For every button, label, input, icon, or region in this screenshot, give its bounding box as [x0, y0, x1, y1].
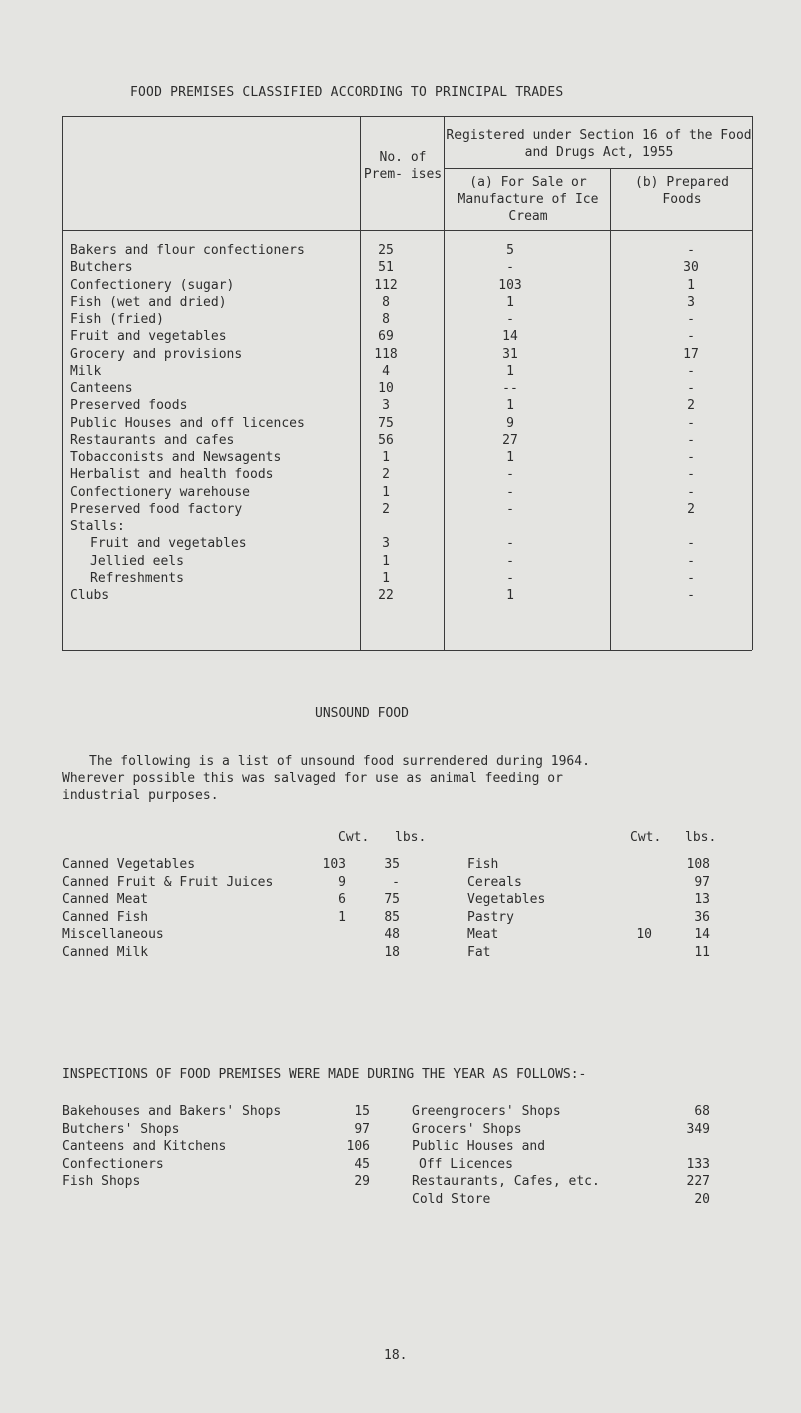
- inspection-item-name: Fish Shops: [62, 1174, 141, 1189]
- premises-cell-a: 1: [506, 398, 514, 414]
- premises-row-name: Preserved foods: [70, 398, 188, 414]
- unsound-item-lbs: 85: [384, 909, 400, 925]
- premises-cell-no: 51: [378, 260, 394, 276]
- premises-cell-a: --: [502, 381, 518, 396]
- unsound-col-lbs-left: lbs.: [395, 830, 427, 845]
- inspection-item-name: Off Licences: [419, 1156, 513, 1172]
- unsound-item-lbs: -: [392, 874, 400, 890]
- inspection-item-name: Grocers' Shops: [412, 1121, 522, 1137]
- inspection-item-value: 20: [694, 1191, 710, 1207]
- premises-cell-no: 1: [382, 484, 390, 500]
- premises-title: FOOD PREMISES CLASSIFIED ACCORDING TO PRINCIPAL TRADES: [130, 85, 564, 100]
- premises-cell-no: 10: [378, 381, 394, 396]
- premises-cell-a: 9: [506, 415, 514, 431]
- unsound-item-name: Meat: [467, 927, 499, 942]
- inspection-item-name: Public Houses and: [412, 1139, 546, 1154]
- premises-cell-no: 8: [382, 294, 390, 310]
- premises-cell-b: 17: [683, 346, 699, 362]
- premises-row-name: Tobacconists and Newsagents: [70, 450, 282, 465]
- inspection-item-name: Butchers' Shops: [62, 1121, 180, 1137]
- premises-row-name: Refreshments: [90, 570, 184, 586]
- premises-cell-b: 2: [687, 398, 695, 414]
- inspection-item-value: 97: [354, 1121, 370, 1137]
- premises-cell-a: 5: [506, 243, 514, 258]
- header-no-of-premises: No. of Prem- ises: [363, 150, 443, 182]
- premises-cell-a: -: [506, 467, 514, 483]
- unsound-item-lbs: 13: [694, 892, 710, 907]
- premises-cell-b: -: [687, 536, 695, 552]
- premises-cell-a: -: [506, 484, 514, 500]
- premises-row-name: Public Houses and off licences: [70, 415, 305, 431]
- unsound-item-name: Vegetables: [467, 892, 546, 907]
- premises-cell-no: 3: [382, 536, 390, 552]
- unsound-item-lbs: 108: [686, 857, 710, 872]
- premises-cell-b: 30: [683, 260, 699, 276]
- premises-cell-b: -: [687, 588, 695, 603]
- premises-row-name: Fish (fried): [70, 312, 164, 327]
- inspections-title: INSPECTIONS OF FOOD PREMISES WERE MADE DURING THE YEAR AS FOLLOWS:-: [62, 1067, 587, 1082]
- inspection-item-name: Canteens and Kitchens: [62, 1139, 227, 1154]
- premises-row-name: Fish (wet and dried): [70, 294, 227, 310]
- header-registered: Registered under Section 16 of the Food and Drugs Act, 1955: [446, 128, 752, 160]
- premises-row-name: Bakers and flour confectioners: [70, 243, 305, 258]
- unsound-item-name: Canned Milk: [62, 944, 149, 960]
- premises-cell-no: 112: [374, 277, 398, 293]
- premises-cell-no: 3: [382, 398, 390, 414]
- premises-cell-a: 103: [498, 277, 522, 293]
- unsound-paragraph: The following is a list of unsound food surrendered during 1964. Wherever possible this was salvaged for use as animal feeding or industrial purposes.: [62, 754, 590, 803]
- premises-cell-no: 75: [378, 415, 394, 431]
- premises-cell-b: -: [687, 432, 695, 448]
- unsound-item-name: Fish: [467, 857, 499, 872]
- premises-cell-a: -: [506, 312, 514, 327]
- premises-cell-no: 2: [382, 467, 390, 483]
- premises-cell-b: -: [687, 363, 695, 379]
- unsound-item-lbs: 97: [694, 874, 710, 890]
- unsound-item-name: Canned Meat: [62, 892, 149, 907]
- inspection-item-name: Bakehouses and Bakers' Shops: [62, 1104, 282, 1119]
- unsound-item-cwt: 9: [338, 874, 346, 890]
- premises-cell-b: -: [687, 570, 695, 586]
- premises-row-name: Fruit and vegetables: [70, 329, 227, 345]
- premises-cell-b: -: [687, 553, 695, 569]
- header-col-b: (b) Prepared Foods: [635, 175, 729, 207]
- unsound-item-lbs: 18: [384, 944, 400, 960]
- unsound-item-cwt: 103: [322, 857, 346, 872]
- unsound-item-name: Pastry: [467, 909, 514, 925]
- premises-row-name: Restaurants and cafes: [70, 432, 235, 448]
- premises-cell-no: 1: [382, 570, 390, 586]
- unsound-col-cwt-right: Cwt.: [630, 830, 662, 845]
- premises-cell-a: -: [506, 570, 514, 586]
- premises-cell-a: -: [506, 260, 514, 276]
- premises-cell-a: -: [506, 553, 514, 569]
- premises-cell-b: -: [687, 329, 695, 345]
- premises-row-name: Canteens: [70, 381, 133, 396]
- premises-cell-a: 1: [506, 588, 514, 603]
- inspection-item-name: Restaurants, Cafes, etc.: [412, 1174, 600, 1189]
- page-number: 18.: [384, 1348, 408, 1363]
- premises-cell-b: -: [687, 381, 695, 396]
- header-col-a: (a) For Sale or Manufacture of Ice Cream: [457, 175, 599, 224]
- premises-cell-no: 1: [382, 553, 390, 569]
- premises-cell-b: 1: [687, 277, 695, 293]
- unsound-title: UNSOUND FOOD: [315, 706, 409, 721]
- premises-cell-b: -: [687, 450, 695, 465]
- unsound-col-lbs-right: lbs.: [685, 830, 717, 845]
- premises-cell-b: -: [687, 467, 695, 483]
- inspection-item-name: Greengrocers' Shops: [412, 1104, 561, 1119]
- premises-cell-a: 1: [506, 294, 514, 310]
- premises-cell-b: -: [687, 243, 695, 258]
- premises-cell-b: -: [687, 484, 695, 500]
- premises-cell-a: 27: [502, 432, 518, 448]
- premises-cell-no: 4: [382, 363, 390, 379]
- premises-row-name: Milk: [70, 363, 102, 379]
- unsound-item-lbs: 14: [694, 927, 710, 942]
- premises-cell-b: -: [687, 312, 695, 327]
- unsound-item-lbs: 35: [384, 857, 400, 872]
- premises-row-name: Herbalist and health foods: [70, 467, 274, 483]
- premises-cell-no: 118: [374, 346, 398, 362]
- unsound-item-lbs: 11: [694, 944, 710, 960]
- premises-cell-no: 8: [382, 312, 390, 327]
- unsound-item-cwt: 6: [338, 892, 346, 907]
- premises-cell-a: 14: [502, 329, 518, 345]
- unsound-item-lbs: 75: [384, 892, 400, 907]
- premises-row-name: Stalls:: [70, 519, 125, 534]
- unsound-item-cwt: 1: [338, 909, 346, 925]
- premises-cell-no: 22: [378, 588, 394, 603]
- premises-row-name: Butchers: [70, 260, 133, 276]
- premises-cell-b: -: [687, 415, 695, 431]
- inspection-item-value: 349: [686, 1121, 710, 1137]
- unsound-item-name: Fat: [467, 944, 491, 960]
- unsound-item-cwt: 10: [636, 927, 652, 942]
- unsound-item-name: Miscellaneous: [62, 927, 164, 942]
- inspection-item-value: 106: [346, 1139, 370, 1154]
- premises-row-name: Jellied eels: [90, 553, 184, 569]
- premises-row-name: Fruit and vegetables: [90, 536, 247, 552]
- premises-row-name: Confectionery warehouse: [70, 484, 251, 500]
- premises-cell-no: 1: [382, 450, 390, 465]
- premises-row-name: Preserved food factory: [70, 501, 243, 517]
- inspection-item-value: 45: [354, 1156, 370, 1172]
- inspection-item-value: 15: [354, 1104, 370, 1119]
- premises-cell-a: 1: [506, 450, 514, 465]
- inspection-item-name: Cold Store: [412, 1191, 491, 1207]
- premises-cell-a: 1: [506, 363, 514, 379]
- premises-cell-b: 3: [687, 294, 695, 310]
- premises-cell-a: -: [506, 501, 514, 517]
- unsound-item-lbs: 36: [694, 909, 710, 925]
- inspection-item-value: 29: [354, 1174, 370, 1189]
- premises-row-name: Grocery and provisions: [70, 346, 243, 362]
- premises-cell-a: -: [506, 536, 514, 552]
- premises-cell-no: 69: [378, 329, 394, 345]
- premises-cell-a: 31: [502, 346, 518, 362]
- unsound-item-name: Canned Vegetables: [62, 857, 196, 872]
- unsound-item-name: Canned Fruit & Fruit Juices: [62, 874, 274, 890]
- inspection-item-value: 68: [694, 1104, 710, 1119]
- premises-row-name: Clubs: [70, 588, 110, 603]
- premises-cell-b: 2: [687, 501, 695, 517]
- unsound-item-name: Cereals: [467, 874, 522, 890]
- premises-cell-no: 2: [382, 501, 390, 517]
- inspection-item-value: 227: [686, 1174, 710, 1189]
- premises-cell-no: 25: [378, 243, 394, 258]
- premises-cell-no: 56: [378, 432, 394, 448]
- inspection-item-name: Confectioners: [62, 1156, 164, 1172]
- unsound-col-cwt-left: Cwt.: [338, 830, 370, 845]
- premises-row-name: Confectionery (sugar): [70, 277, 235, 293]
- unsound-item-lbs: 48: [384, 927, 400, 942]
- unsound-item-name: Canned Fish: [62, 909, 149, 925]
- inspection-item-value: 133: [686, 1156, 710, 1172]
